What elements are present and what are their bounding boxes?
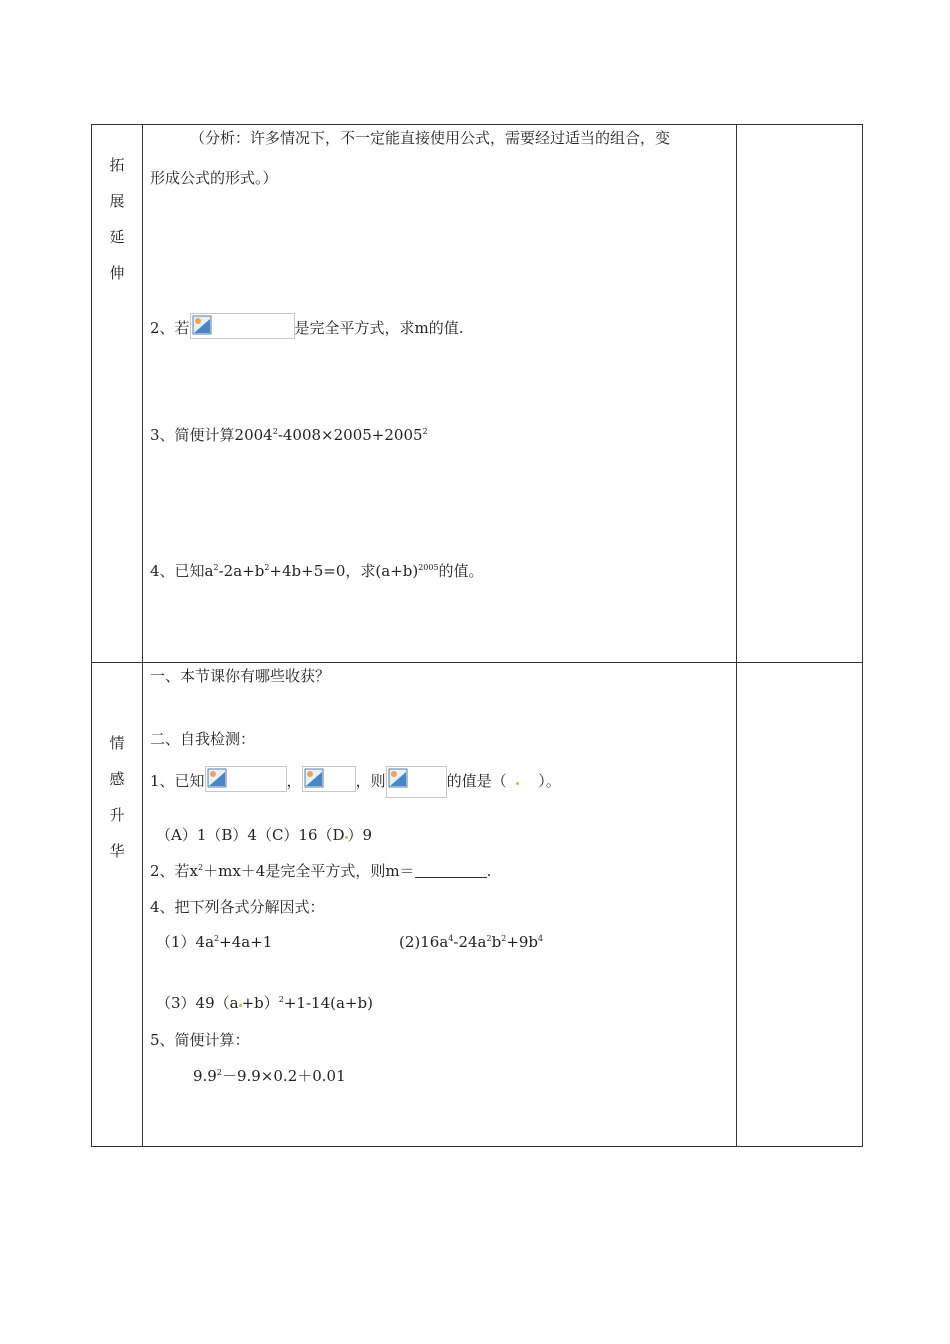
broken-image-icon (207, 768, 227, 788)
test-question-5-title: 5、简便计算： (150, 1031, 250, 1049)
self-test-heading: 二、自我检测： (150, 730, 256, 748)
formula-image (190, 313, 295, 339)
question-4: 4、已知$a^2-2a+b^2+4b+5=0$，求$(a+b)^{2005}$的值。 (150, 562, 484, 580)
section-label-emotion: 情 感 升 华 (109, 734, 125, 860)
test-question-1-options: （A）1（B）4（C）16（D ）9 (156, 826, 373, 844)
analysis-line-1: （分析：许多情况下，不一定能直接使用公式，需要经过适当的组合，变 (190, 129, 671, 147)
broken-image-icon (192, 315, 212, 335)
test-question-4-part-3: $(3)49(a +b)^2+1-14(a+b)$ (156, 994, 373, 1012)
test-question-1: 1、已知 ， ，则 的值是（ ）。 (150, 766, 561, 798)
test-question-2: 2、若$x^2+mx+4$是完全平方式，则m＝ . (150, 862, 492, 880)
question-2: 2、若 是完全平方式，求m的值. (150, 313, 464, 339)
formula-image (386, 766, 447, 798)
answer-blank (415, 863, 487, 878)
formula-image (205, 766, 287, 792)
broken-image-icon (304, 768, 324, 788)
gain-question: 一、本节课你有哪些收获？ (150, 667, 331, 685)
section-label-extension: 拓 展 延 伸 (109, 156, 125, 282)
test-question-4-part-2: $(2)16a^4-24a^2b^2+9b^4$ (399, 933, 544, 951)
test-question-5-expression: $9.9^2-9.9\times 0.2+0.01$ (193, 1067, 346, 1085)
broken-image-icon (388, 768, 408, 788)
test-question-4-part-1: $(1)4a^2+4a+1$ (156, 933, 273, 951)
test-question-4-title: 4、把下列各式分解因式： (150, 898, 325, 916)
analysis-line-2: 形成公式的形式。） (150, 169, 278, 187)
formula-image (302, 766, 356, 792)
question-3: 3、简便计算$2004^2-4008\times 2005+2005^2$ (150, 426, 428, 444)
